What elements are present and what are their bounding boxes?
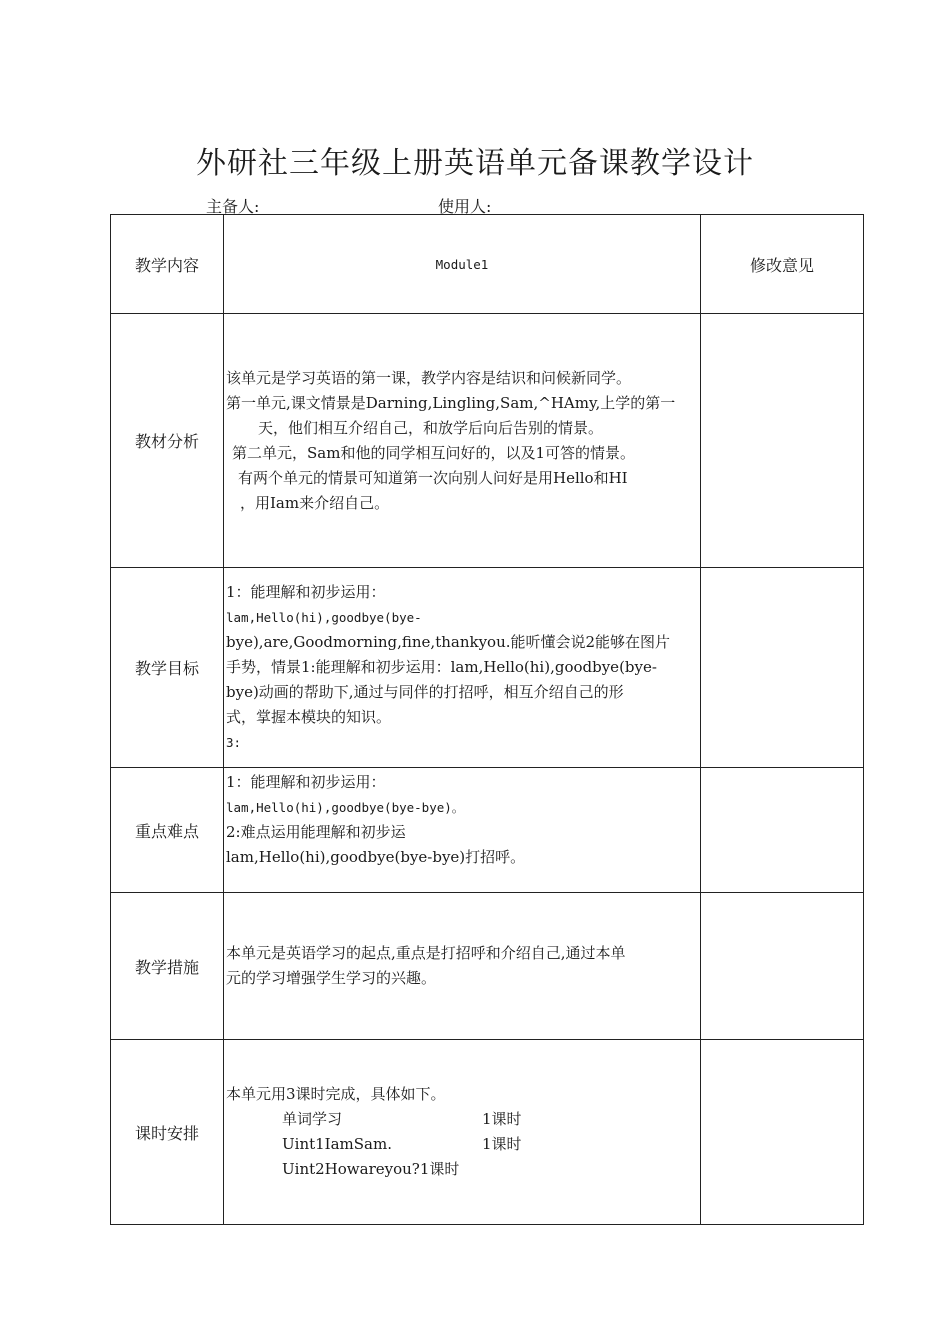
schedule-item [226, 1132, 700, 1157]
user-label: 使用人: [438, 197, 492, 216]
teaching-goals-text [224, 568, 701, 768]
document-title: 外研社三年级上册英语单元备课教学设计 [196, 146, 754, 181]
analysis-line: 有两个单元的情景可知道第一次向别人问好是用Hello和HI [238, 468, 628, 487]
row-teaching-content [111, 215, 864, 314]
analysis-line: 天，他们相互介绍自己，和放学后向后告别的情景。 [258, 418, 604, 437]
schedule-item [226, 1107, 700, 1132]
teaching-measures-text [224, 893, 701, 1040]
label-schedule: 课时安排 [111, 1040, 224, 1225]
row-schedule [111, 1040, 864, 1225]
remark-cell [701, 314, 864, 568]
goals-line: 3: [226, 735, 242, 750]
measures-line: 本单元是英语学习的起点,重点是打招呼和介绍自己,通过本单 [226, 944, 626, 962]
label-teaching-content: 教学内容 [111, 215, 224, 314]
row-key-points [111, 768, 864, 893]
goals-line: bye)动画的帮助下,通过与同伴的打招呼，相互介绍自己的形 [226, 683, 624, 701]
remark-cell [701, 768, 864, 893]
remark-cell [701, 1040, 864, 1225]
schedule-item-hours: 1课时 [482, 1110, 522, 1128]
goals-line: 1：能理解和初步运用： [226, 583, 386, 601]
key-points-line: lam,Hello(hi),goodbye(bye-bye)打招呼。 [226, 848, 526, 866]
measures-line: 元的学习增强学生学习的兴趣。 [226, 969, 437, 987]
material-analysis-text [224, 314, 701, 568]
schedule-item-hours: 1课时 [482, 1135, 522, 1153]
label-teaching-measures: 教学措施 [111, 893, 224, 1040]
analysis-line: 该单元是学习英语的第一课，教学内容是结识和问候新同学。 [226, 368, 632, 387]
analysis-line: ，用Iam来介绍自己。 [240, 493, 390, 512]
schedule-item [226, 1157, 700, 1182]
schedule-item-name: Uint1IamSam. [282, 1135, 392, 1153]
lesson-plan-table [110, 214, 864, 1225]
key-points-line: lam,Hello(hi),goodbye(bye-bye)。 [226, 800, 465, 815]
lead-preparer-label: 主备人: [206, 197, 260, 216]
label-key-points: 重点难点 [111, 768, 224, 893]
goals-line: bye),are,Goodmorning,fine,thankyou.能听懂会说2能够在图片 [226, 633, 671, 651]
goals-line: 式，掌握本模块的知识。 [226, 708, 392, 726]
schedule-item-name: 单词学习 [282, 1110, 343, 1128]
revision-notes-header: 修改意见 [701, 215, 864, 314]
schedule-item-name: Uint2Howareyou?1课时 [282, 1160, 460, 1178]
key-points-line: 1：能理解和初步运用： [226, 773, 386, 791]
key-points-line: 2:难点运用能理解和初步运 [226, 823, 406, 841]
remark-cell [701, 893, 864, 1040]
row-teaching-goals [111, 568, 864, 768]
row-teaching-measures [111, 893, 864, 1040]
analysis-line: 第一单元,课文情景是Darning,Lingling,Sam,^HAmy,上学的第一 [226, 393, 676, 412]
module-value: Module1 [224, 215, 701, 314]
goals-line: 手势，情景1:能理解和初步运用：lam,Hello(hi),goodbye(bye- [226, 658, 657, 676]
analysis-line: 第二单元，Sam和他的同学相互问好的，以及1可答的情景。 [232, 443, 635, 462]
label-teaching-goals: 教学目标 [111, 568, 224, 768]
schedule-text [224, 1040, 701, 1225]
remark-cell [701, 568, 864, 768]
row-material-analysis [111, 314, 864, 568]
goals-line: lam,Hello(hi),goodbye(bye- [226, 610, 422, 625]
label-material-analysis: 教材分析 [111, 314, 224, 568]
key-points-text [224, 768, 701, 893]
schedule-intro: 本单元用3课时完成，具体如下。 [226, 1085, 446, 1103]
